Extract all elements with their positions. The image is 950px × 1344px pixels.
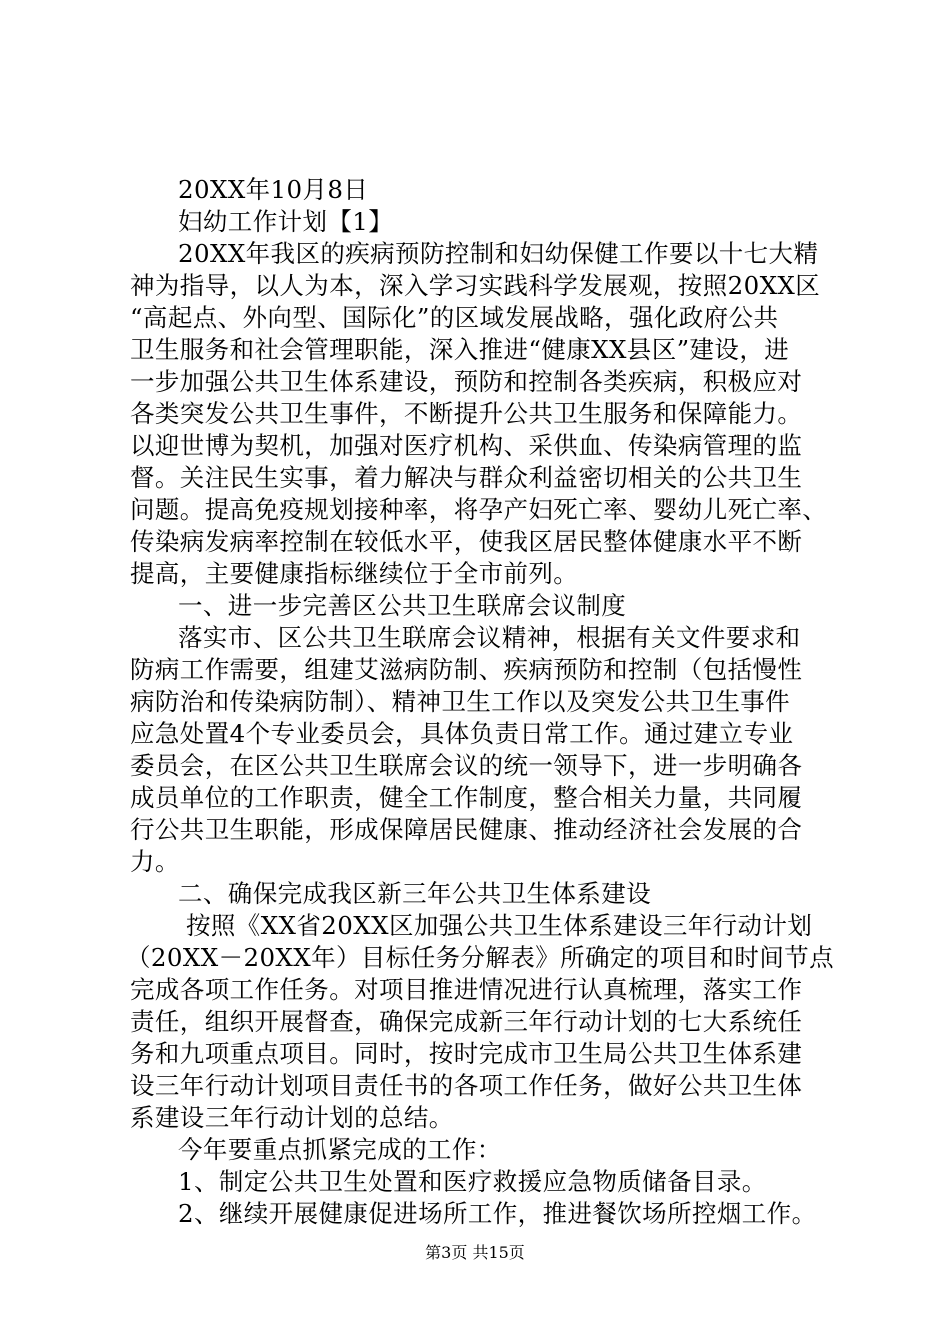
paragraph-line: 系建设三年行动计划的总结。 (130, 1103, 454, 1132)
paragraph-line: “高起点、外向型、国际化”的区域发展战略，强化政府公共 (130, 303, 779, 332)
paragraph-line: 行公共卫生职能，形成保障居民健康、推动经济社会发展的合 (130, 815, 803, 844)
paragraph-line: 病防治和传染病防制）、精神卫生工作以及突发公共卫生事件 (130, 687, 791, 716)
date-line: 20XX年10月8日 (178, 175, 369, 204)
list-intro: 今年要重点抓紧完成的工作： (178, 1135, 502, 1164)
paragraph-line: 各类突发公共卫生事件，不断提升公共卫生服务和保障能力。 (130, 399, 803, 428)
paragraph-line: 务和九项重点项目。同时，按时完成市卫生局公共卫生体系建 (130, 1039, 803, 1068)
paragraph-line: 委员会，在区公共卫生联席会议的统一领导下，进一步明确各 (130, 751, 803, 780)
paragraph-line: 应急处置4个专业委员会，具体负责日常工作。通过建立专业 (130, 719, 794, 748)
paragraph-line: 问题。提高免疫规划接种率，将孕产妇死亡率、婴幼儿死亡率、 (130, 495, 828, 524)
paragraph-line: 力。 (130, 847, 180, 876)
paragraph-line: 提高，主要健康指标继续位于全市前列。 (130, 559, 579, 588)
paragraph-line: 防病工作需要，组建艾滋病防制、疾病预防和控制（包括慢性 (130, 655, 803, 684)
paragraph-line: （20XX－20XX年）目标任务分解表》所确定的项目和时间节点 (126, 943, 835, 972)
paragraph-line: 传染病发病率控制在较低水平，使我区居民整体健康水平不断 (130, 527, 803, 556)
paragraph-line: 以迎世博为契机，加强对医疗机构、采供血、传染病管理的监 (130, 431, 803, 460)
page-footer: 第3页 共15页 (425, 1243, 525, 1262)
paragraph-line: 督。关注民生实事，着力解决与群众利益密切相关的公共卫生 (130, 463, 803, 492)
heading-one: 一、进一步完善区公共卫生联席会议制度 (178, 591, 627, 620)
paragraph-line: 设三年行动计划项目责任书的各项工作任务，做好公共卫生体 (130, 1071, 803, 1100)
paragraph-line: 神为指导，以人为本，深入学习实践科学发展观，按照20XX区 (130, 271, 821, 300)
paragraph-line: 责任，组织开展督查，确保完成新三年行动计划的七大系统任 (130, 1007, 803, 1036)
paragraph-line: 一步加强公共卫生体系建设，预防和控制各类疾病，积极应对 (130, 367, 803, 396)
heading-two: 二、确保完成我区新三年公共卫生体系建设 (178, 879, 652, 908)
paragraph-line: 落实市、区公共卫生联席会议精神，根据有关文件要求和 (178, 623, 801, 652)
paragraph-line: 成员单位的工作职责，健全工作制度，整合相关力量，共同履 (130, 783, 803, 812)
paragraph-line: 卫生服务和社会管理职能，深入推进“健康XX县区”建设，进 (130, 335, 790, 364)
section-title: 妇幼工作计划【1】 (178, 207, 394, 236)
paragraph-line: 20XX年我区的疾病预防控制和妇幼保健工作要以十七大精 (178, 239, 819, 268)
list-item: 2、继续开展健康促进场所工作，推进餐饮场所控烟工作。 (178, 1199, 817, 1228)
paragraph-line: 按照《XX省20XX区加强公共卫生体系建设三年行动计划 (186, 911, 813, 940)
paragraph-line: 完成各项工作任务。对项目推进情况进行认真梳理，落实工作 (130, 975, 803, 1004)
list-item: 1、制定公共卫生处置和医疗救援应急物质储备目录。 (178, 1167, 767, 1196)
